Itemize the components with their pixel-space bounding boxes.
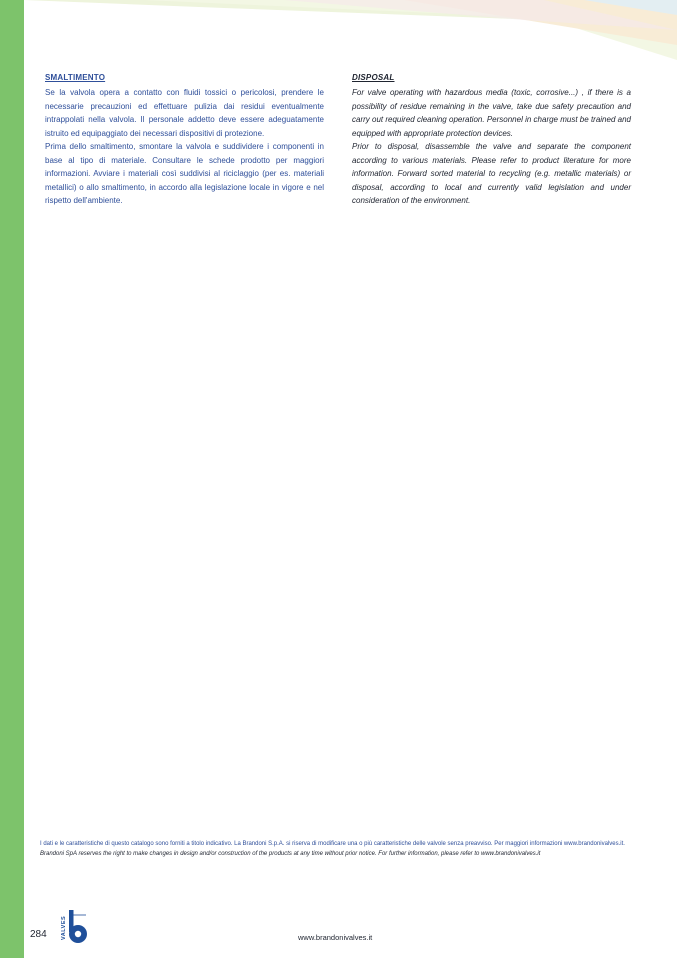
side-accent-bar <box>0 0 24 958</box>
english-paragraph: For valve operating with hazardous media (toxic, corrosive...) , if there is a possibility of residue remaining in the valve, take due safety precaution and carry out required cleaning operation. Personnel in charge must be trained and equipped with appropriate protection devices. <box>352 88 631 138</box>
italian-paragraph: Se la valvola opera a contatto con fluidi tossici o pericolosi, prendere le necessarie precauzioni ed effettuare pulizia dai residui eventualmente intrappolati nella valvola. Il personale addetto deve essere adeguatamente istruito ed equipaggiato dei necessari dispositivi di protezione. <box>45 88 324 138</box>
disclaimer <box>40 840 650 859</box>
svg-text:VALVES: VALVES <box>61 915 67 940</box>
italian-heading: SMALTIMENTO <box>45 73 106 82</box>
english-paragraph: Prior to disposal, disassemble the valve and separate the component according to various materials. Please refer to product literature for more information. Forward sorted material to recycling (e.g. metallic materials) or disposal, according to local and currently valid legislation and under consideration of the environment. <box>352 142 631 205</box>
header-decoration <box>24 0 677 60</box>
italian-section <box>45 72 324 208</box>
brandoni-logo-icon <box>58 906 90 944</box>
italian-paragraph: Prima dello smaltimento, smontare la valvola e suddividere i componenti in base al tipo di materiale. Consultare le schede prodotto per maggiori informazioni. Avviare i materiali così suddivisi al riciclaggio (per es. materiali metallici) o allo smaltimento, in accordo alla legislazione locale in vigore e nel rispetto dell'ambiente. <box>45 142 324 205</box>
english-section <box>352 72 631 208</box>
disclaimer-italian: I dati e le caratteristiche di questo catalogo sono forniti a titolo indicativo. La Brandoni S.p.A. si riserva di modificare una o più caratteristiche delle valvole senza preavviso. Per maggiori informazioni www.brandonivalves.it. <box>40 841 625 847</box>
english-heading: DISPOSAL <box>352 73 395 82</box>
disclaimer-english: Brandoni SpA reserves the right to make changes in design and/or construction of the products at any time without prior notice. For further information, please refer to www.brandonivalves.it <box>40 850 541 857</box>
page-number: 284 <box>30 929 47 940</box>
website-link[interactable]: www.brandonivalves.it <box>298 933 373 942</box>
